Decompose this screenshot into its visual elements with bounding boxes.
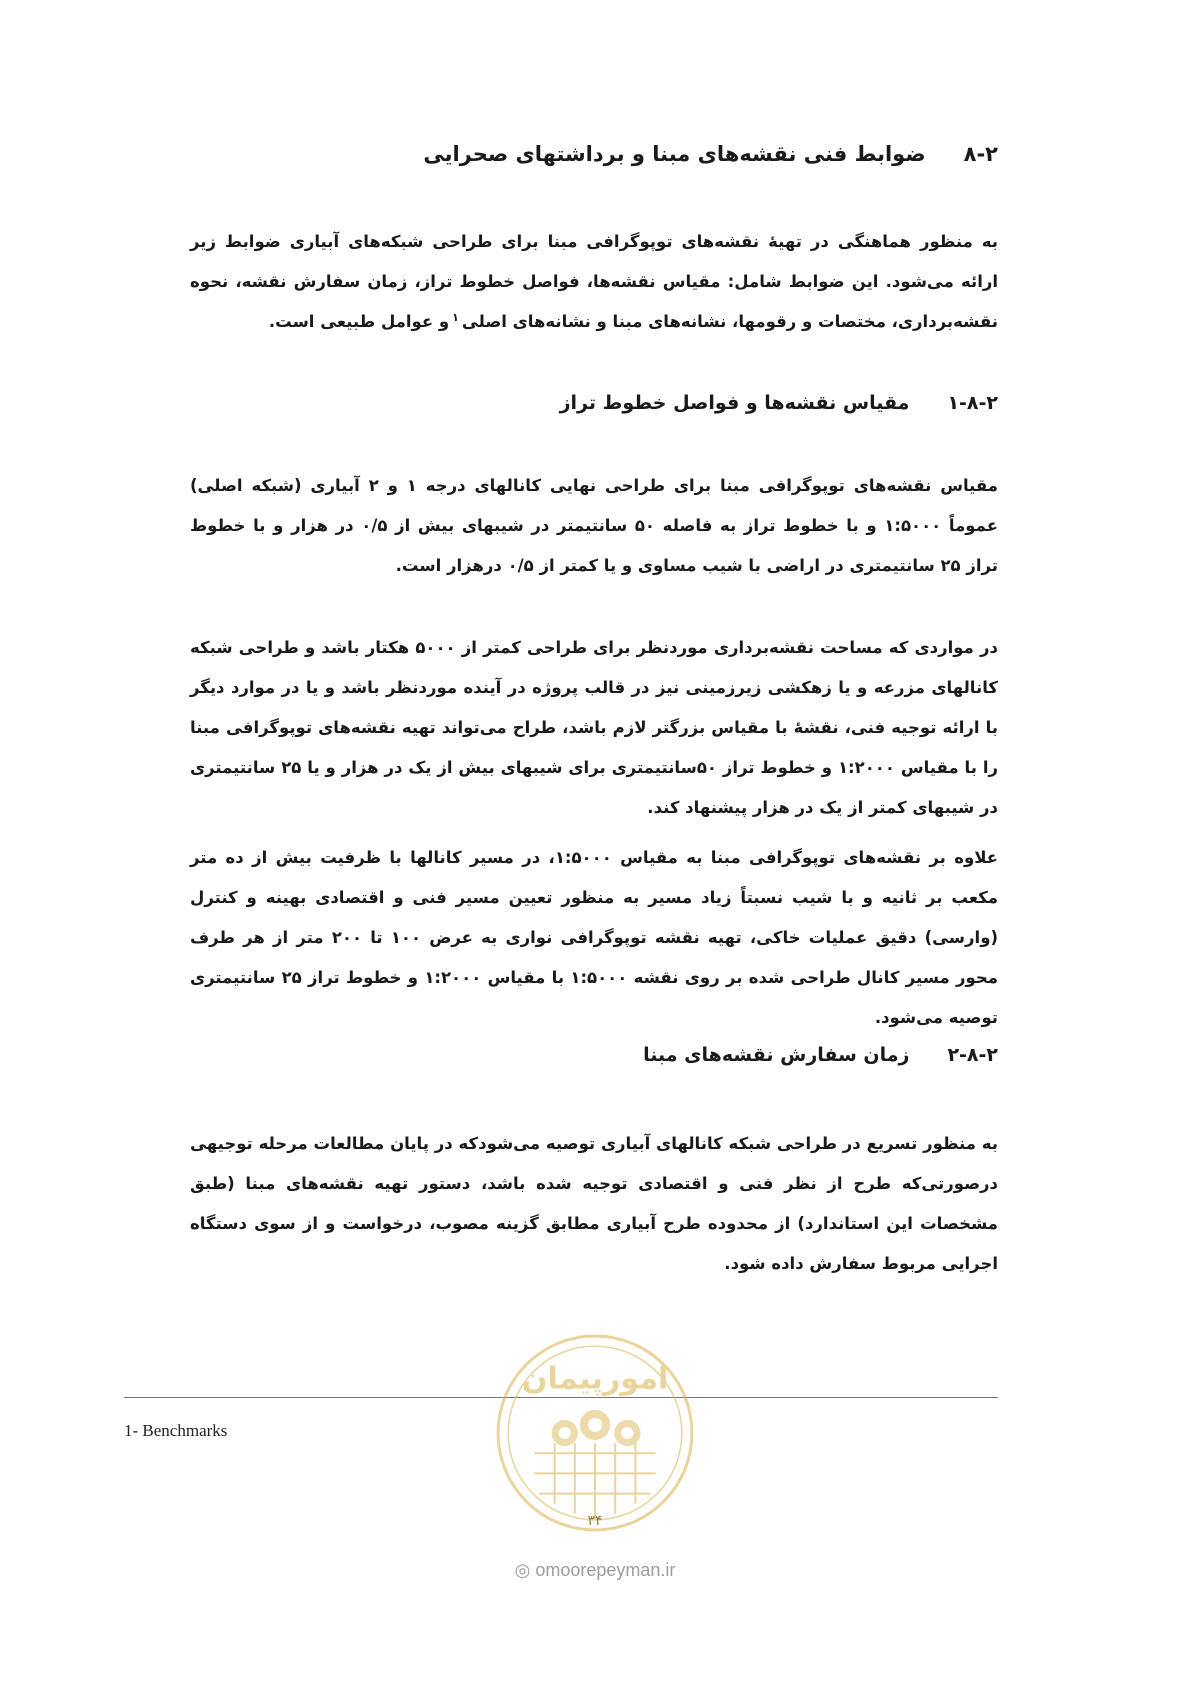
section-title: ضوابط فنی نقشه‌های مبنا و برداشتهای صحرایی	[423, 142, 926, 166]
paragraph-large-scale: در مواردی که مساحت نقشه‌برداری موردنظر برای طراحی کمتر از ۵۰۰۰ هکتار باشد و طراحی شبکه کانالهای مزرعه و یا زهکشی زیرزمینی نیز در قالب پروژه در آینده موردنظر باشد و یا در موارد دیگر با ارائه توجیه فنی، نقشهٔ با مقیاس بزرگتر لازم باشد، طراح می‌تواند تهیه نقشه‌های توپوگرافی مبنا را با مقیاس ۱:۲۰۰۰ و خطوط تراز ۵۰سانتیمتری برای شیبهای بیش از یک در هزار و یا ۲۵ سانتیمتری در شیبهای کمتر از یک در هزار پیشنهاد کند.	[190, 638, 999, 817]
paragraph-scale: مقیاس نقشه‌های توپوگرافی مبنا برای طراحی نهایی کانالهای درجه ۱ و ۲ آبیاری (شبکه اصلی) عموماً ۱:۵۰۰۰ و با خطوط تراز به فاصله ۵۰ سانتیمتر در شیبهای بیش از ۰/۵ در هزار و با خطوط تراز ۲۵ سانتیمتری در اراضی با شیب مساوی و یا کمتر از ۰/۵ درهزار است.	[190, 476, 999, 575]
watermark-url	[480, 1560, 710, 1581]
section-heading-8-2	[423, 142, 998, 166]
section-number: ۸-۲	[963, 142, 998, 166]
section-heading-1-8-2	[560, 392, 998, 414]
footnote: 1- Benchmarks	[124, 1421, 228, 1440]
intro-paragraph	[190, 222, 998, 342]
section-heading-2-8-2	[643, 1044, 998, 1066]
paragraph-order-time: به منظور تسریع در طراحی شبکه کانالهای آبیاری توصیه می‌شودکه در پایان مطالعات مرحله توجیهی درصورتی‌که طرح از نظر فنی و اقتصادی توجیه شده باشد، دستور تهیه نقشه‌های مبنا (طبق مشخصات این استاندارد) از محدوده طرح آبیاری مطابق گزینه مصوب، درخواست و از سوی دستگاه اجرایی مربوط سفارش داده شود.	[190, 1134, 998, 1273]
section-title: زمان سفارش نقشه‌های مبنا	[643, 1044, 910, 1066]
globe-icon: ◎	[514, 1560, 531, 1580]
intro-text-end: و عوامل طبیعی است.	[268, 312, 450, 331]
seal-text: امورپیمان	[521, 1361, 669, 1397]
watermark-seal-icon	[494, 1332, 696, 1534]
section-number: ۱-۸-۲	[947, 392, 998, 414]
page-number: ۳۴	[587, 1513, 603, 1529]
watermark-url-text: omoorepeyman.ir	[535, 1560, 676, 1580]
intro-text: به منظور هماهنگی در تهیهٔ نقشه‌های توپوگرافی مبنا برای طراحی شبکه‌های آبیاری ضوابط زیر ارائه می‌شود. این ضوابط شامل: مقیاس نقشه‌ها، فواصل خطوط تراز، زمان سفارش نقشه، نحوه نقشه‌برداری، مختصات و رقومها، نشانه‌های مبنا و نشانه‌های اصلی	[190, 232, 998, 331]
section-title: مقیاس نقشه‌ها و فواصل خطوط تراز	[559, 392, 910, 414]
footnote-reference[interactable]: ۱	[452, 310, 459, 324]
section-number: ۲-۸-۲	[947, 1044, 998, 1066]
paragraph-strip-maps: علاوه بر نقشه‌های توپوگرافی مبنا به مقیاس ۱:۵۰۰۰، در مسیر کانالها با ظرفیت بیش از ده متر مکعب بر ثانیه و با شیب نسبتاً زیاد مسیر به منظور تعیین مسیر فنی و اقتصادی بهینه و کنترل (وارسی) دقیق عملیات خاکی، تهیه نقشه توپوگرافی نواری به عرض ۱۰۰ تا ۲۰۰ متر از هر طرف محور مسیر کانال طراحی شده بر روی نقشه ۱:۵۰۰۰ با مقیاس ۱:۲۰۰۰ و خطوط تراز ۲۵ سانتیمتری توصیه می‌شود.	[190, 848, 998, 1027]
